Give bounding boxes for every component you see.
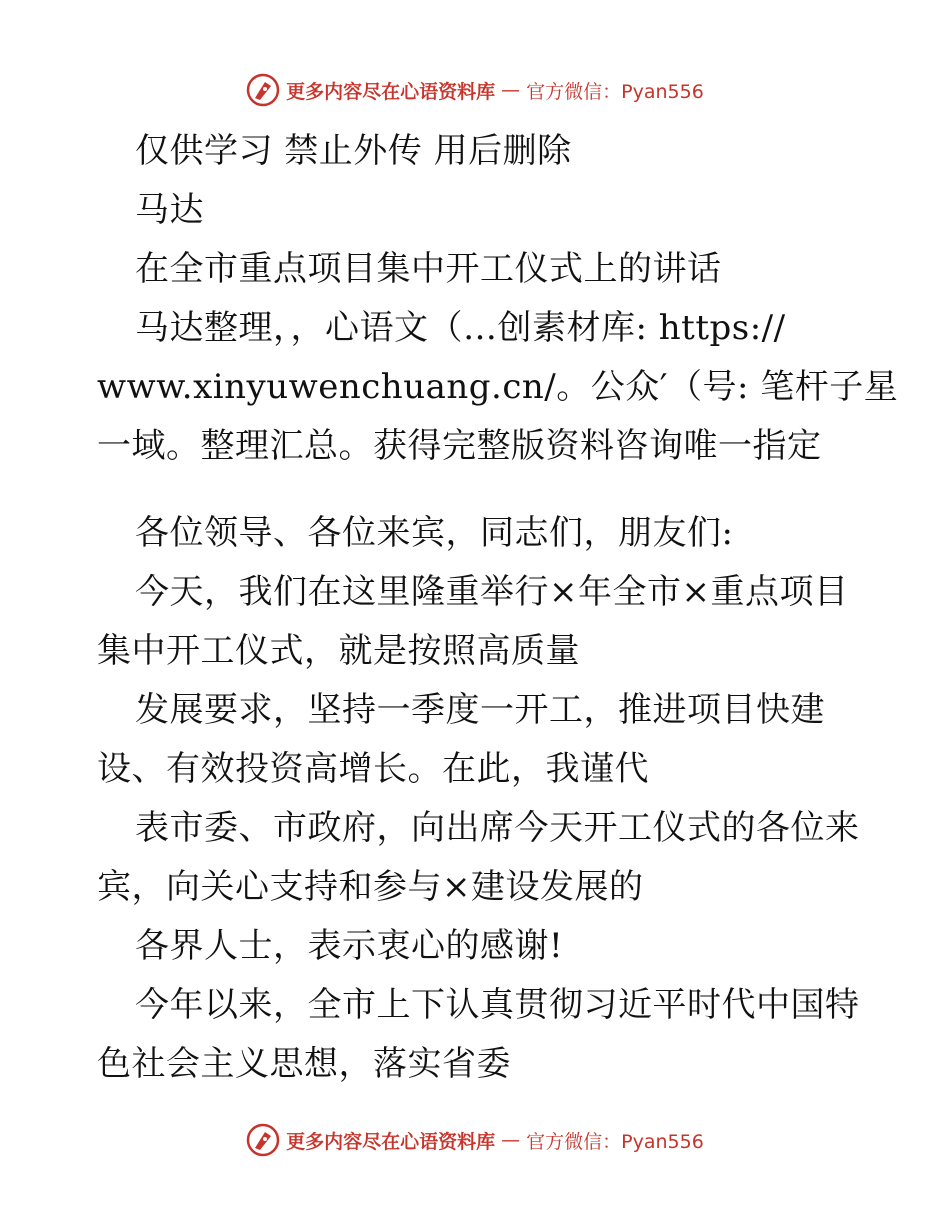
banner-separator: —	[501, 79, 521, 101]
speech-line: 今天，我们在这里隆重举行×年全市×重点项目	[135, 572, 849, 612]
header-banner	[0, 70, 950, 110]
document-title: 在全市重点项目集中开工仪式上的讲话	[135, 249, 722, 289]
pen-nib-icon	[246, 73, 280, 107]
source-line: www.xinyuwenchuang.cn/。公众′（号: 笔杆子星	[97, 367, 899, 407]
speech-line: 宾，向关心支持和参与×建设发展的	[97, 867, 644, 907]
speech-line: 今年以来，全市上下认真贯彻习近平时代中国特	[135, 985, 860, 1025]
speech-paragraphs	[97, 504, 860, 1094]
source-line: 一域。整理汇总。获得完整版资料咨询唯一指定	[97, 426, 822, 466]
banner-brand: 更多内容尽在心语资料库	[286, 1130, 496, 1153]
speech-line: 色社会主义思想，落实省委	[97, 1044, 511, 1084]
speech-line: 表市委、市政府，向出席今天开工仪式的各位来	[135, 808, 860, 848]
paragraph-gap	[97, 476, 857, 504]
pen-nib-icon	[246, 1123, 280, 1157]
banner-separator: —	[501, 1129, 521, 1151]
speech-line: 各位领导、各位来宾，同志们，朋友们:	[135, 513, 734, 553]
author-line: 马达	[135, 190, 204, 230]
document-body	[97, 122, 899, 1094]
footer-banner	[0, 1120, 950, 1160]
notice-line: 仅供学习 禁止外传 用后删除	[135, 131, 572, 171]
speech-line: 各界人士，表示衷心的感谢!	[135, 926, 564, 966]
source-line: 马达整理，，心语文（…创素材库: https://	[135, 308, 786, 348]
speech-line: 发展要求，坚持一季度一开工，推进项目快建	[135, 690, 825, 730]
banner-wechat: 官方微信：Pyan556	[526, 80, 704, 103]
banner-wechat: 官方微信：Pyan556	[526, 1130, 704, 1153]
speech-line: 集中开工仪式，就是按照高质量	[97, 631, 580, 671]
speech-line: 设、有效投资高增长。在此，我谨代	[97, 749, 649, 789]
banner-brand: 更多内容尽在心语资料库	[286, 80, 496, 103]
